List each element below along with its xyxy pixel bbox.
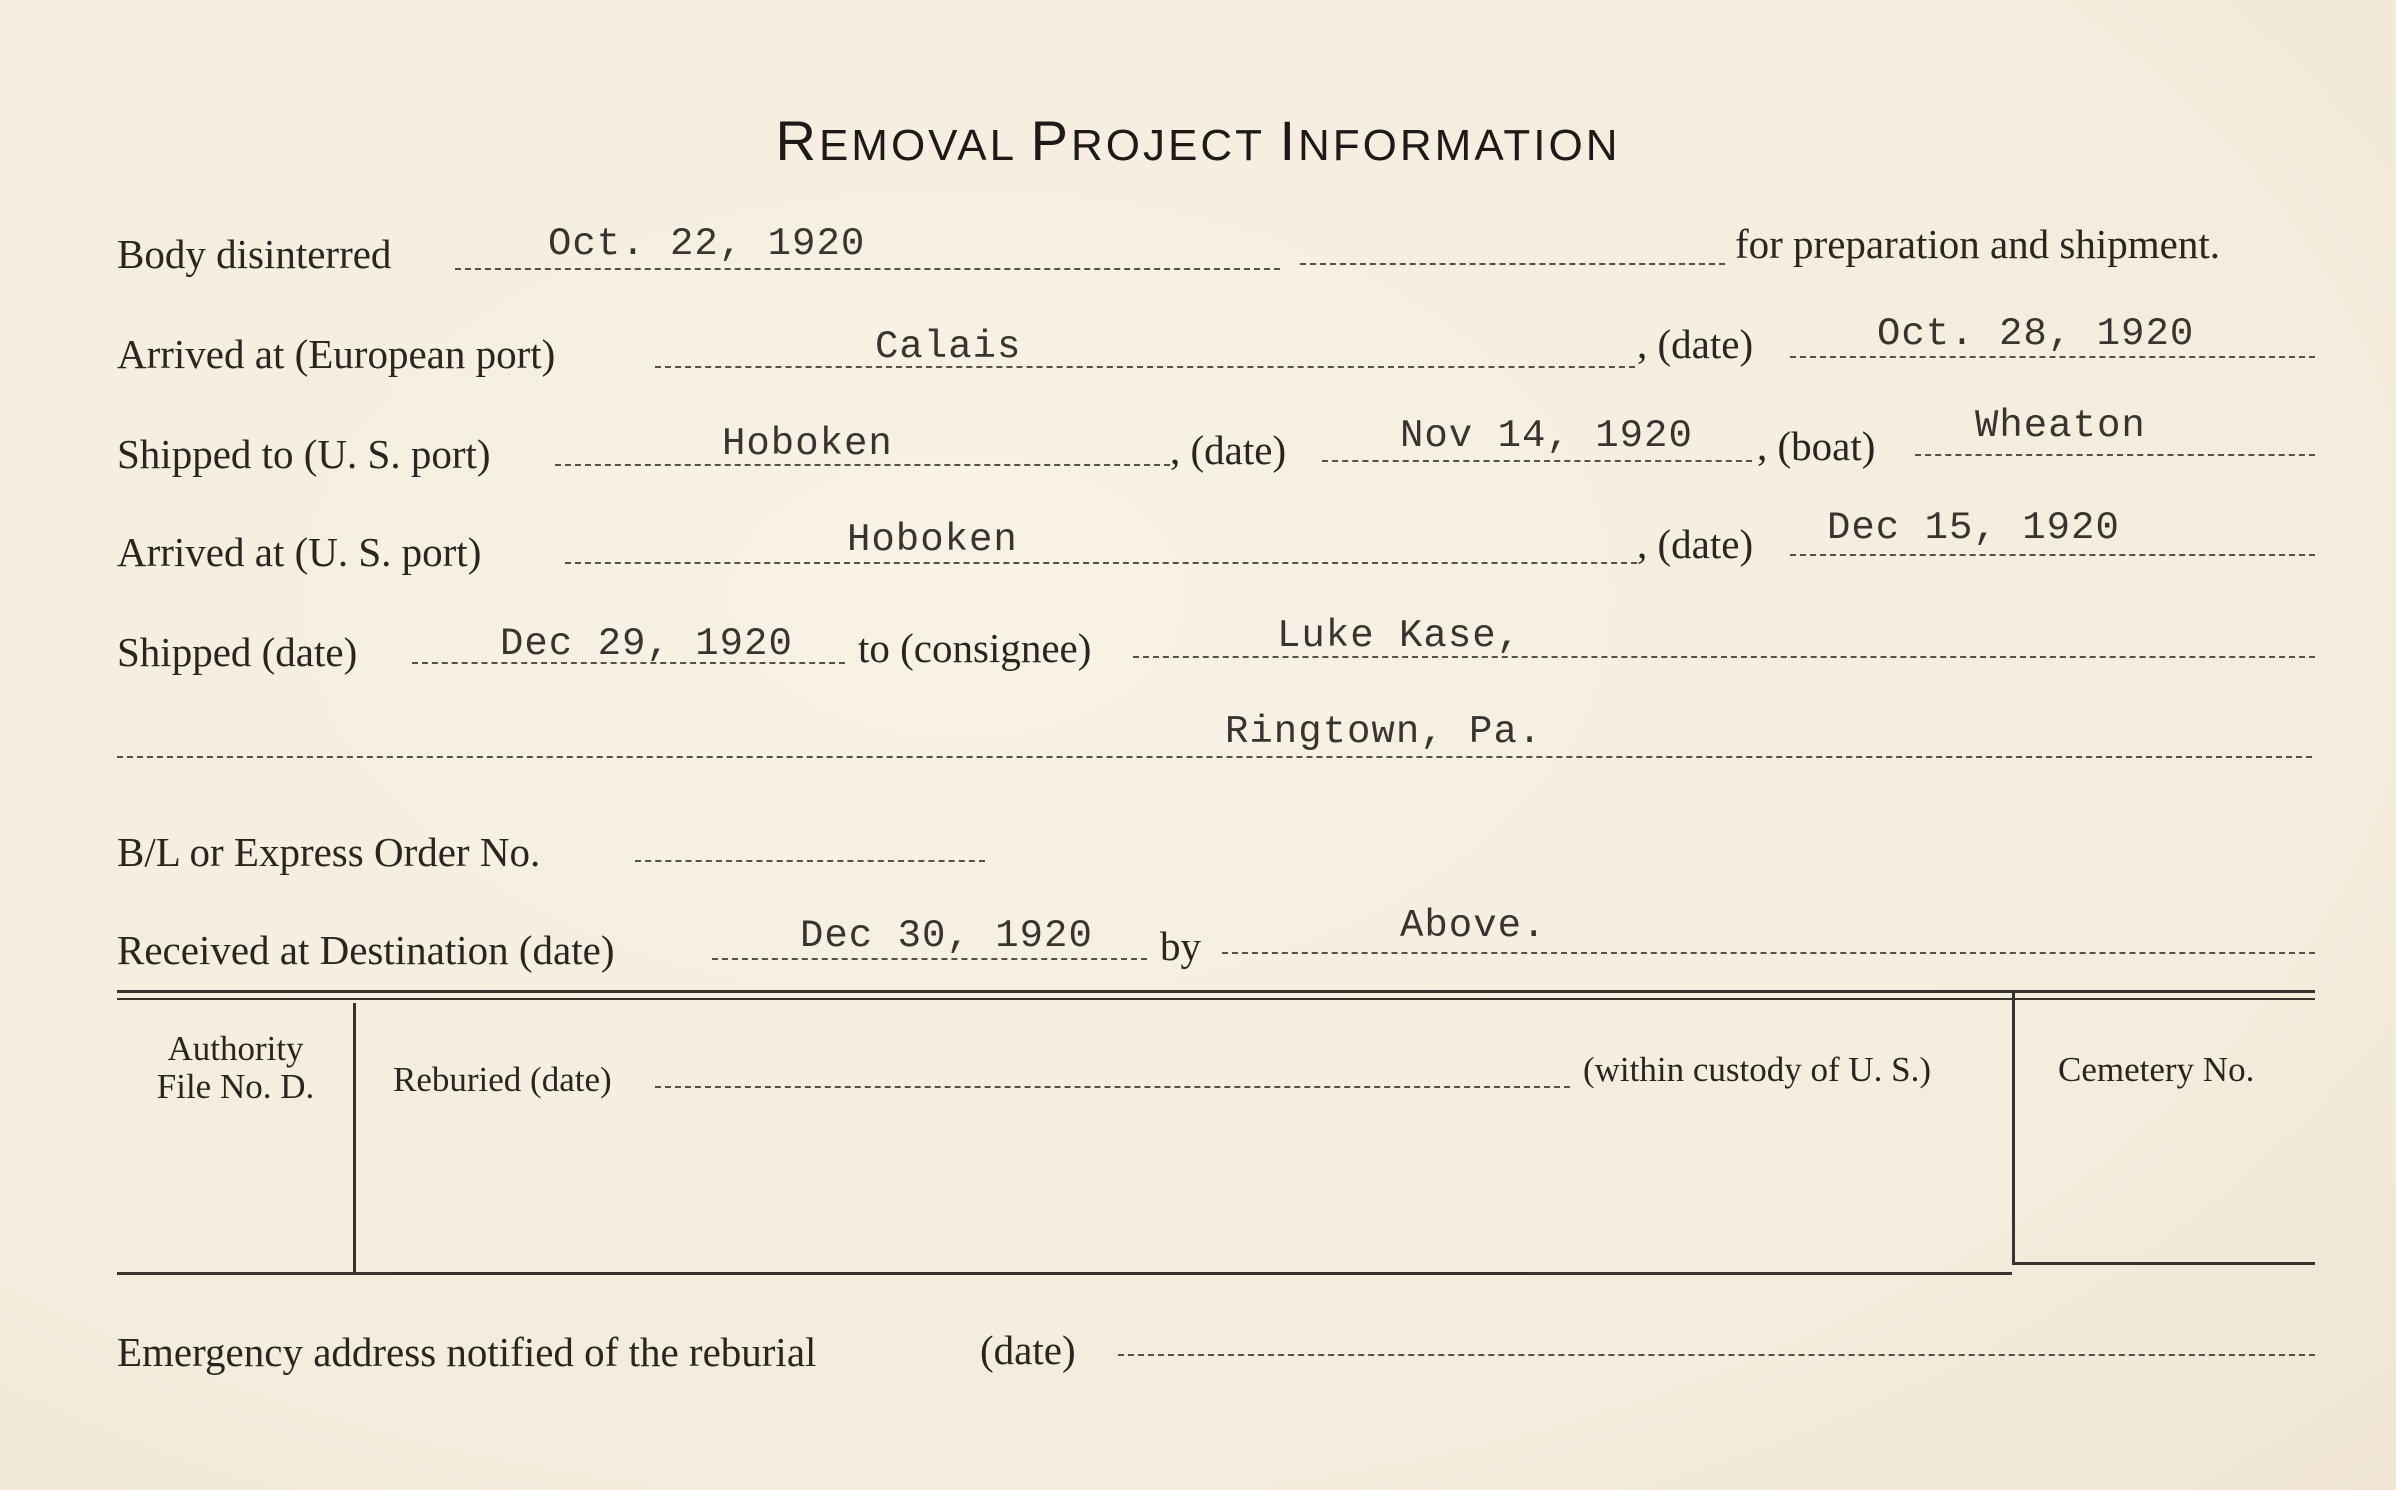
received-date-line [712, 958, 1147, 960]
authority-line-1: Authority [167, 1029, 304, 1068]
shipped-to-us-port-label: Shipped to (U. S. port) [117, 431, 491, 477]
body-disinterred-line [455, 268, 1280, 270]
arrived-us-date-line [1790, 554, 2315, 556]
box-top-rule [117, 990, 2315, 993]
custody-label: (within custody of U. S.) [1583, 1050, 1932, 1089]
shipped-date-row-value: Dec 29, 1920 [500, 622, 793, 666]
consignee-address-line [117, 756, 2312, 758]
body-disinterred-label: Body disinterred [117, 231, 392, 277]
reburied-date-label: Reburied (date) [393, 1060, 612, 1099]
received-by-value: Above. [1400, 904, 1547, 948]
boat-value: Wheaton [1975, 404, 2146, 448]
consignee-value: Luke Kase, [1277, 614, 1522, 658]
european-port-date-line [1790, 356, 2315, 358]
shipped-to-port-value: Hoboken [722, 422, 893, 466]
box-bottom-rule-right [2012, 1262, 2315, 1265]
european-port-date-value: Oct. 28, 1920 [1877, 312, 2195, 356]
authority-line-2: File No. D. [156, 1067, 315, 1106]
reburied-date-line [655, 1086, 1570, 1088]
arrived-european-port-label: Arrived at (European port) [117, 331, 556, 377]
emergency-date-label: (date) [980, 1327, 1076, 1373]
european-port-value: Calais [875, 325, 1022, 369]
shipped-date-label: , (date) [1170, 427, 1287, 473]
preparation-shipment-label: for preparation and shipment. [1735, 221, 2221, 267]
received-destination-label: Received at Destination (date) [117, 927, 615, 973]
european-port-date-label: , (date) [1637, 321, 1754, 367]
box-divider-left [353, 1003, 356, 1275]
bl-express-order-label: B/L or Express Order No. [117, 829, 541, 875]
consignee-address-value: Ringtown, Pa. [1225, 710, 1543, 754]
received-by-label: by [1160, 923, 1201, 969]
card-title: REMOVAL PROJECT INFORMATION [775, 109, 1621, 172]
authority-file-label [128, 1030, 343, 1106]
received-by-line [1222, 952, 2315, 954]
body-disinterred-line-2 [1300, 263, 1725, 265]
box-divider-right [2012, 993, 2015, 1263]
arrived-us-port-value: Hoboken [847, 518, 1018, 562]
body-disinterred-value: Oct. 22, 1920 [548, 222, 866, 266]
emergency-address-label: Emergency address notified of the reburial [117, 1329, 817, 1375]
box-top-rule-inner [117, 998, 2315, 1000]
consignee-label: to (consignee) [858, 625, 1092, 671]
cemetery-no-label: Cemetery No. [2058, 1050, 2255, 1089]
bl-express-order-line [635, 860, 985, 862]
shipped-date-line [1322, 460, 1752, 462]
shipped-date-row-label: Shipped (date) [117, 629, 358, 675]
shipped-date-value: Nov 14, 1920 [1400, 414, 1693, 458]
boat-line [1915, 454, 2315, 456]
received-date-value: Dec 30, 1920 [800, 914, 1093, 958]
box-bottom-rule [117, 1272, 2012, 1275]
arrived-us-port-line [565, 562, 1637, 564]
boat-label: , (boat) [1757, 423, 1876, 469]
european-port-line [655, 366, 1635, 368]
arrived-us-date-value: Dec 15, 1920 [1827, 506, 2120, 550]
arrived-us-date-label: , (date) [1637, 521, 1754, 567]
arrived-us-port-label: Arrived at (U. S. port) [117, 529, 482, 575]
emergency-date-line [1118, 1354, 2315, 1356]
